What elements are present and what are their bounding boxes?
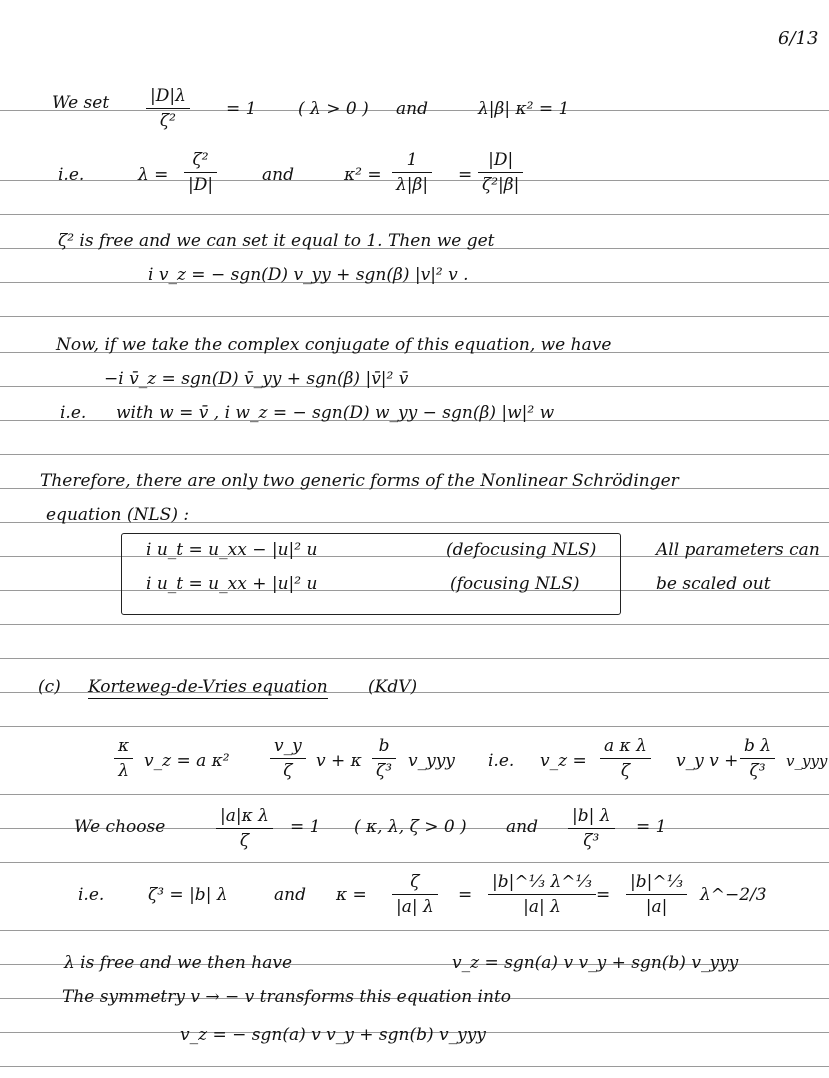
- fraction-numerator: 1: [406, 150, 418, 170]
- equation-lambda-beta-kappa: λ|β| κ² = 1: [478, 99, 570, 119]
- text-and: and: [396, 99, 428, 119]
- fraction-denominator: ζ: [216, 828, 273, 851]
- ruled-line: [0, 316, 829, 317]
- ruled-line: [0, 454, 829, 455]
- fraction-denominator: ζ: [270, 758, 306, 781]
- fraction-b-over-zeta3: [372, 736, 396, 781]
- fraction-D-over-zeta2-beta: [478, 150, 523, 195]
- label-focusing-nls: (focusing NLS): [450, 574, 580, 594]
- text-lambda-free: λ is free and we then have: [64, 953, 293, 973]
- fraction-denominator: |a| λ: [392, 894, 438, 917]
- fraction-numerator: |a|κ λ: [220, 806, 269, 826]
- text-ie: i.e.: [488, 751, 515, 771]
- equation-focusing-nls: i u_t = u_xx + |u|² u: [146, 574, 318, 594]
- ruled-line: [0, 930, 829, 931]
- equation-kdv: v_z = sgn(a) v v_y + sgn(b) v_yyy: [452, 953, 739, 973]
- fraction-numerator: |D|λ: [150, 86, 186, 106]
- equation-kdv-transformed: v_z = − sgn(a) v v_y + sgn(b) v_yyy: [180, 1025, 486, 1045]
- section-abbreviation: (KdV): [368, 677, 418, 697]
- fraction-denominator: ζ: [600, 758, 651, 781]
- fraction-numerator: |b|^⅓: [630, 872, 684, 892]
- ruled-line: [0, 658, 829, 659]
- fraction-one-over-lambda-beta: [392, 150, 432, 195]
- fraction-denominator: ζ²: [146, 108, 190, 131]
- equation-part: v_y v +: [676, 751, 739, 771]
- text-positivity-condition: ( κ, λ, ζ > 0 ): [354, 817, 467, 837]
- text-zeta-free: ζ² is free and we can set it equal to 1. Then we get: [58, 231, 495, 251]
- text-and: and: [262, 165, 294, 185]
- note-scaled-out: be scaled out: [656, 574, 771, 594]
- text-kappa-equals: κ =: [336, 885, 367, 905]
- text-symmetry: The symmetry v → − v transforms this equation into: [62, 987, 512, 1007]
- fraction-numerator: a κ λ: [604, 736, 647, 756]
- label-defocusing-nls: (defocusing NLS): [446, 540, 597, 560]
- equation-part: v_yyy: [786, 752, 828, 770]
- text-ie: i.e.: [78, 885, 105, 905]
- ruled-line: [0, 624, 829, 625]
- fraction-b-lambda-over-zeta3: [568, 806, 615, 851]
- equation-nls-v: i v_z = − sgn(D) v_yy + sgn(β) |v|² v .: [148, 265, 469, 285]
- text-ie: i.e.: [58, 165, 85, 185]
- fraction-a-kappa-lambda-over-zeta: [600, 736, 651, 781]
- fraction-denominator: |a|: [626, 894, 687, 917]
- ruled-line: [0, 726, 829, 727]
- equation-lambda-power: λ^−2/3: [700, 885, 767, 905]
- equation-conjugate: −i v̄_z = sgn(D) v̄_yy + sgn(β) |v̄|² v̄: [104, 369, 409, 389]
- fraction-b-lambda-over-zeta3: [740, 736, 775, 781]
- fraction-numerator: |b| λ: [572, 806, 611, 826]
- text-therefore: Therefore, there are only two generic forms of the Nonlinear Schrödinger: [40, 471, 679, 491]
- text-and: and: [274, 885, 306, 905]
- text-lambda-equals: λ =: [138, 165, 169, 185]
- note-all-parameters: All parameters can: [656, 540, 820, 560]
- text-and: and: [506, 817, 538, 837]
- fraction-numerator: v_y: [274, 736, 302, 756]
- fraction-denominator: |a| λ: [488, 894, 596, 917]
- section-title: Korteweg-de-Vries equation: [88, 677, 328, 697]
- fraction-b-third-over-a: [626, 872, 687, 917]
- fraction-vy-over-zeta: [270, 736, 306, 781]
- equation-w: with w = v̄ , i w_z = − sgn(D) w_yy − sgn(β) |w|² w: [116, 403, 555, 423]
- fraction-numerator: ζ: [410, 872, 420, 892]
- ruled-line: [0, 794, 829, 795]
- fraction-D-lambda-over-zeta2: [146, 86, 190, 131]
- fraction-b-third-lambda-third: [488, 872, 596, 917]
- fraction-zeta-over-a-lambda: [392, 872, 438, 917]
- page-number: 6/13: [778, 28, 819, 49]
- equation-part: v_z =: [540, 751, 587, 771]
- text-equals: =: [458, 885, 473, 905]
- fraction-denominator: λ: [114, 758, 133, 781]
- fraction-kappa-over-lambda: [114, 736, 133, 781]
- fraction-denominator: ζ³: [568, 828, 615, 851]
- text-ie: i.e.: [60, 403, 87, 423]
- text-we-set: We set: [52, 93, 110, 113]
- text-equals: =: [458, 165, 473, 185]
- ruled-line: [0, 1066, 829, 1067]
- fraction-numerator: b: [378, 736, 390, 756]
- fraction-numerator: |b|^⅓ λ^⅓: [492, 872, 592, 892]
- fraction-denominator: |D|: [184, 172, 217, 195]
- equation-part: v_yyy: [408, 751, 455, 771]
- ruled-line: [0, 214, 829, 215]
- equation-zeta3: ζ³ = |b| λ: [148, 885, 228, 905]
- fraction-denominator: ζ³: [372, 758, 396, 781]
- fraction-numerator: |D|: [488, 150, 514, 170]
- equation-defocusing-nls: i u_t = u_xx − |u|² u: [146, 540, 318, 560]
- text-equals-one: = 1: [636, 817, 667, 837]
- fraction-numerator: ζ²: [192, 150, 209, 170]
- equation-part: v_z = a κ²: [144, 751, 230, 771]
- text-equals-one: = 1: [226, 99, 257, 119]
- fraction-denominator: λ|β|: [392, 172, 432, 195]
- text-kappa2-equals: κ² =: [344, 165, 382, 185]
- fraction-zeta2-over-D: [184, 150, 217, 195]
- fraction-a-kappa-lambda-over-zeta: [216, 806, 273, 851]
- text-equals-one: = 1: [290, 817, 321, 837]
- fraction-numerator: b λ: [744, 736, 772, 756]
- equation-part: v + κ: [316, 751, 362, 771]
- text-nls-equation: equation (NLS) :: [46, 505, 190, 525]
- text-we-choose: We choose: [74, 817, 166, 837]
- fraction-numerator: κ: [118, 736, 130, 756]
- ruled-line: [0, 862, 829, 863]
- fraction-denominator: ζ²|β|: [478, 172, 523, 195]
- fraction-denominator: ζ³: [740, 758, 775, 781]
- text-lambda-condition: ( λ > 0 ): [298, 99, 369, 119]
- section-label: (c): [38, 677, 61, 697]
- text-equals: =: [596, 885, 611, 905]
- text-complex-conjugate: Now, if we take the complex conjugate of this equation, we have: [56, 335, 612, 355]
